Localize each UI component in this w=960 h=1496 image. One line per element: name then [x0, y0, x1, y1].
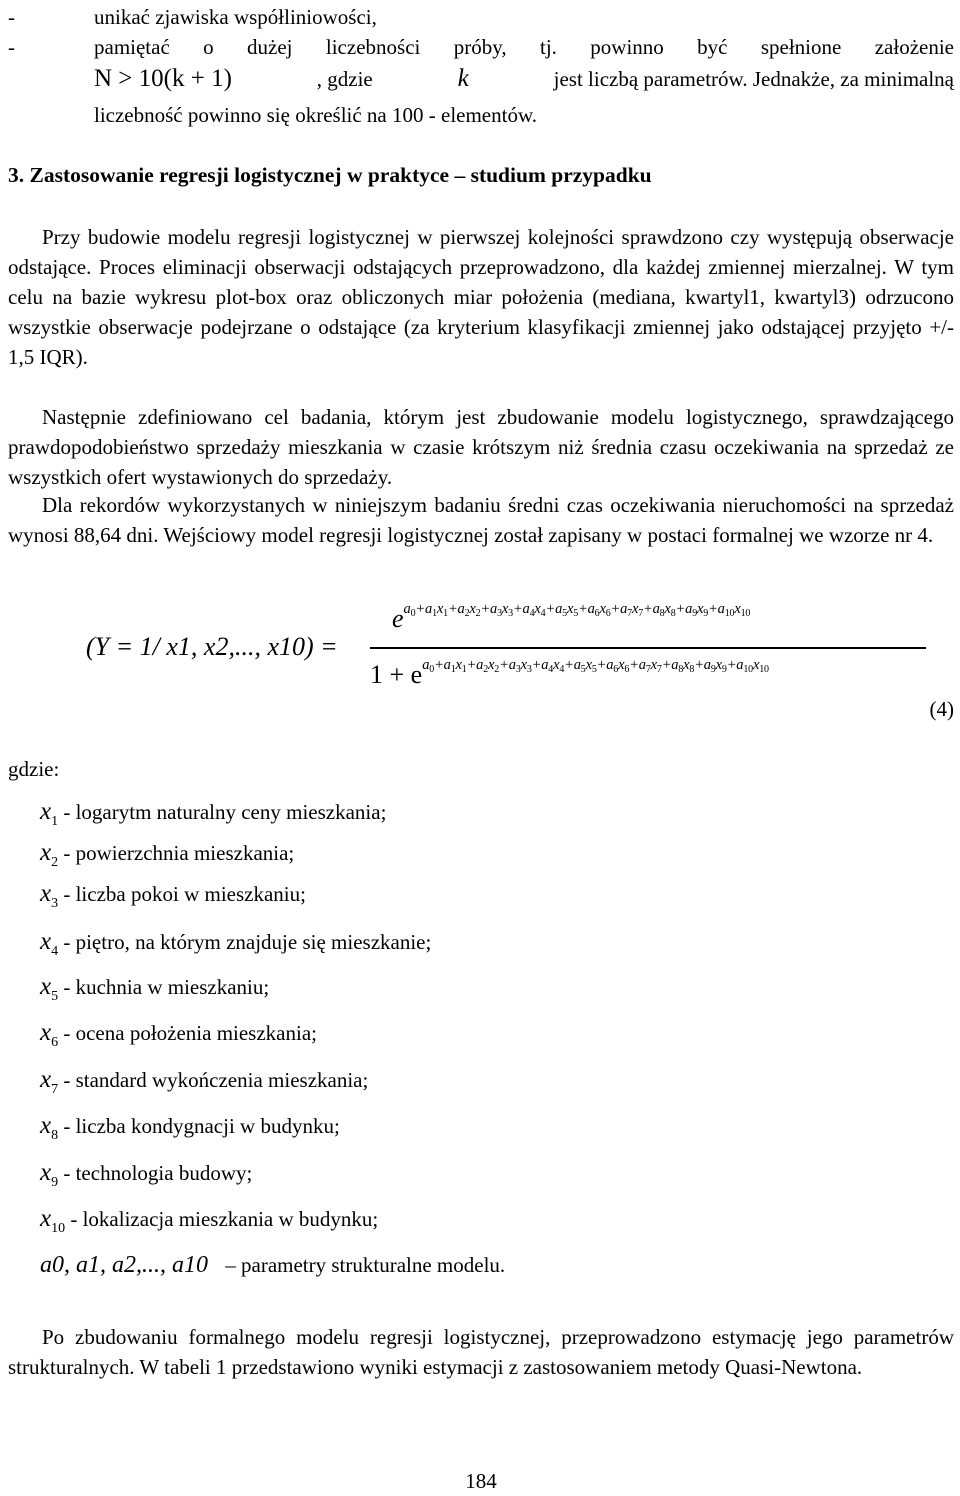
variable-symbol: $x_1$: [40, 798, 59, 829]
variable-symbol: $x_8$: [40, 1112, 59, 1143]
variable-row: [40, 1065, 368, 1105]
paragraph: Następnie zdefiniowano cel badania, którym jest zbudowanie modelu logistycznego, sprawdzającego prawdopodobieństwo sprzedaży mieszkania w czasie krótszym niż średnia czasu oczekiwania na sprzedaż ze wszystkich ofert wystawionych do sprzedaży.: [8, 405, 954, 489]
bullet-text: pamiętać o dużej liczebności próby, tj. powinno być spełnione założenie: [94, 35, 954, 59]
variable-desc: - standard wykończenia mieszkania;: [63, 1068, 369, 1092]
params-desc: – parametry strukturalne modelu.: [225, 1253, 506, 1277]
param-k: k: [457, 65, 469, 92]
section-heading: 3. Zastosowanie regresji logistycznej w praktyce – studium przypadku: [8, 163, 652, 187]
variable-desc: - logarytm naturalny ceny mieszkania;: [63, 800, 387, 824]
exp-term: $+a_8x_8$: [661, 657, 695, 675]
variable-desc: - ocena położenia mieszkania;: [63, 1021, 317, 1045]
paragraph: Dla rekordów wykorzystanych w niniejszym badaniu średni czas oczekiwania nieruchomości na sprzedaż wynosi 88,64 dni. Wejściowy model regresji logistycznej został zapisany w postaci formalnej we wzorze nr 4.: [8, 493, 954, 547]
bullet-text: liczebność powinno się określić na 100 - elementów.: [94, 103, 538, 127]
variable-symbol: $x_5$: [40, 973, 59, 1004]
variable-desc: - piętro, na którym znajduje się mieszkanie;: [63, 930, 432, 954]
exp-term: $+a_7x_7$: [629, 657, 662, 675]
variable-desc: - powierzchnia mieszkania;: [63, 841, 295, 865]
exp-term: $+a_4x_4$: [512, 601, 546, 619]
variable-row: [40, 972, 269, 1012]
exp-term: $+a_5x_5$: [564, 657, 597, 675]
variable-symbol: $x_7$: [40, 1066, 59, 1097]
variable-row: [40, 1158, 252, 1198]
formula-denominator: [370, 657, 769, 699]
variable-desc: - liczba kondygnacji w budynku;: [63, 1114, 340, 1138]
paragraph: Przy budowie modelu regresji logistycznej w pierwszej kolejności sprawdzono czy występują obserwacje odstające. Proces eliminacji obserwacji odstających przeprowadzono, dla każdej zmiennej mierzalnej. W tym celu na bazie wykresu plot-box oraz obliczonych miar położenia (mediana, kwartyl1, kwartyl3) odrzucono wszystkie obserwacje podejrzane o odstające (za kryterium klasyfikacji zmiennej jako odstającej przyjęto +/- 1,5 IQR).: [8, 225, 954, 369]
variable-symbol: $x_9$: [40, 1159, 59, 1190]
variable-row: [40, 797, 386, 837]
exp-term: $+a_9x_9$: [675, 601, 709, 619]
exp-term: $a_0$: [422, 657, 435, 675]
condition-formula-text: N > 10(k + 1): [94, 65, 232, 92]
formula-numerator: [392, 601, 751, 643]
variable-row: [40, 927, 431, 967]
variable-desc: - liczba pokoi w mieszkaniu;: [63, 882, 306, 906]
exp-term: $+a_1x_1$: [434, 657, 467, 675]
equation-number: (4): [929, 697, 954, 721]
exp-term: $+a_5x_5$: [545, 601, 578, 619]
exp-term: $+a_1x_1$: [415, 601, 448, 619]
condition-rest: jest liczbą parametrów. Jednakże, za minimalną: [553, 67, 954, 91]
fraction-bar: [370, 647, 926, 649]
condition-gdzie: , gdzie: [316, 67, 373, 91]
variable-symbol: $x_4$: [40, 928, 59, 959]
exp-term: $+a_{10}x_{10}$: [708, 601, 751, 619]
gdzie-label: gdzie:: [8, 757, 60, 781]
bullet-dash: -: [8, 35, 15, 59]
formula-lhs: (Y = 1/ x1, x2,..., x10) =: [86, 632, 338, 661]
variable-desc: - technologia budowy;: [63, 1161, 253, 1185]
variable-row: [40, 1204, 378, 1244]
exp-term: $+a_9x_9$: [694, 657, 727, 675]
denominator-exponent: [422, 657, 769, 673]
exp-term: $+a_3x_3$: [499, 657, 532, 675]
numerator-exponent: [404, 601, 751, 617]
variable-symbol: $x_{10}$: [40, 1205, 66, 1236]
params-symbols: a0, a1, a2,..., a10: [40, 1252, 208, 1278]
exp-term: $+a_4x_4$: [531, 657, 565, 675]
bullet-text: unikać zjawiska współliniowości,: [94, 5, 377, 29]
exp-term: $+a_6x_6$: [596, 657, 630, 675]
variable-row: [40, 1018, 317, 1058]
variable-symbol: $x_3$: [40, 880, 59, 911]
exp-term: $+a_3x_3$: [480, 601, 513, 619]
variable-symbol: $x_6$: [40, 1019, 59, 1050]
exp-term: $+a_{10}x_{10}$: [726, 657, 769, 675]
denominator-prefix: 1 + e: [370, 660, 423, 689]
bullet-dash: -: [8, 5, 15, 29]
closing-paragraph: Po zbudowaniu formalnego modelu regresji logistycznej, przeprowadzono estymację jego parametrów strukturalnych. W tabeli 1 przedstawiono wyniki estymacji z zastosowaniem metody Quasi-Newtona.: [8, 1325, 954, 1379]
exp-term: $+a_2x_2$: [447, 601, 481, 619]
exp-term: $+a_2x_2$: [466, 657, 500, 675]
params-row: [40, 1250, 505, 1280]
exp-term: $a_0$: [403, 601, 416, 619]
variable-row: [40, 1111, 340, 1151]
numerator-base: e: [392, 604, 404, 633]
exp-term: $+a_7x_7$: [610, 601, 644, 619]
exp-term: $+a_6x_6$: [578, 601, 611, 619]
variable-row: [40, 879, 306, 919]
variable-row: [40, 838, 294, 878]
exp-term: $+a_8x_8$: [643, 601, 676, 619]
condition-formula: [94, 64, 232, 94]
variable-symbol: $x_2$: [40, 839, 59, 870]
page-number: 184: [465, 1469, 497, 1493]
variable-desc: - kuchnia w mieszkaniu;: [63, 975, 270, 999]
variable-desc: - lokalizacja mieszkania w budynku;: [70, 1207, 379, 1231]
